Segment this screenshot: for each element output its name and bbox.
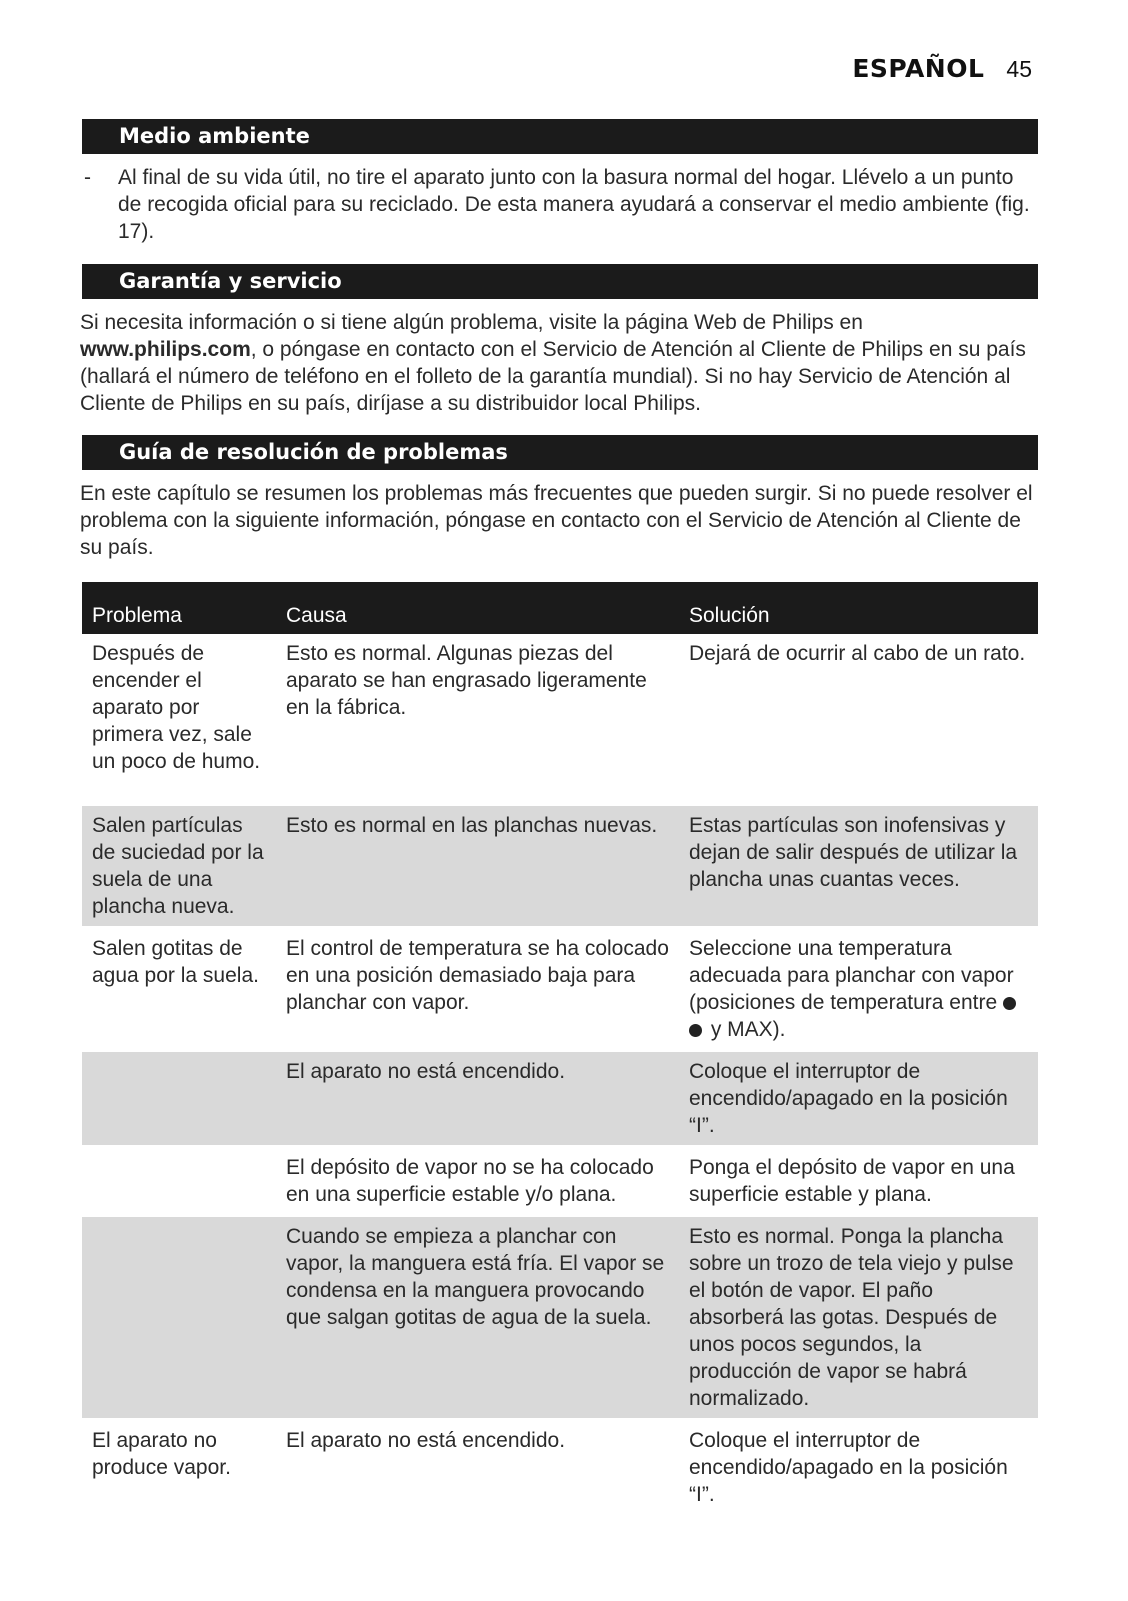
cell-cause: El aparato no está encendido. xyxy=(276,1419,679,1515)
environment-bullet-text: Al final de su vida útil, no tire el aparato junto con la basura normal del hogar. Llévelo a un punto de recogida oficial para su reciclado. De esta manera ayudará a conservar el medio ambiente (fig. 17). xyxy=(118,166,1030,243)
page-header xyxy=(852,54,1032,83)
cell-problem xyxy=(82,1050,276,1146)
cell-solution: Ponga el depósito de vapor en una superficie estable y plana. xyxy=(679,1146,1038,1215)
cell-cause: El depósito de vapor no se ha colocado en una superficie estable y/o plana. xyxy=(276,1146,679,1215)
cell-problem: Después de encender el aparato por primera vez, sale un poco de humo. xyxy=(82,634,276,804)
cell-problem: El aparato no produce vapor. xyxy=(82,1419,276,1515)
table-row xyxy=(82,804,1038,927)
solution-text-after: y MAX). xyxy=(705,1017,786,1041)
table-row xyxy=(82,1215,1038,1419)
table-row xyxy=(82,1050,1038,1146)
warranty-text-before: Si necesita información o si tiene algún problema, visite la página Web de Philips en xyxy=(80,311,863,334)
philips-website-link[interactable]: www.philips.com xyxy=(80,338,251,361)
temperature-dot-icon xyxy=(689,1024,702,1037)
table-row xyxy=(82,927,1038,1050)
warranty-text-after: , o póngase en contacto con el Servicio de Atención al Cliente de Philips en su país (hallará el número de teléfono en el folleto de la garantía mundial). Si no hay Servicio de Atención al Cliente de Philips en su país, diríjase a su distribuidor local Philips. xyxy=(80,338,1026,415)
cell-solution: Dejará de ocurrir al cabo de un rato. xyxy=(679,634,1038,804)
cell-solution: Esto es normal. Ponga la plancha sobre un trozo de tela viejo y pulse el botón de vapor. El paño absorberá las gotas. Después de unos pocos segundos, la producción de vapor se habrá normalizado. xyxy=(679,1215,1038,1419)
troubleshooting-table xyxy=(82,582,1038,1517)
environment-bullet xyxy=(84,164,1040,245)
cell-cause: Cuando se empieza a planchar con vapor, la manguera está fría. El vapor se condensa en la manguera provocando que salgan gotitas de agua de la suela. xyxy=(276,1215,679,1419)
header-problem: Problema xyxy=(82,582,276,634)
table-header-row xyxy=(82,582,1038,634)
cell-cause: El control de temperatura se ha colocado en una posición demasiado baja para planchar con vapor. xyxy=(276,927,679,1050)
cell-cause: Esto es normal. Algunas piezas del aparato se han engrasado ligeramente en la fábrica. xyxy=(276,634,679,804)
table-row xyxy=(82,1146,1038,1215)
cell-problem xyxy=(82,1215,276,1419)
temperature-dot-icon xyxy=(1003,997,1016,1010)
table-row xyxy=(82,1419,1038,1515)
section-title-warranty: Garantía y servicio xyxy=(82,264,1038,299)
language-label: ESPAÑOL xyxy=(852,54,985,83)
cell-cause: El aparato no está encendido. xyxy=(276,1050,679,1146)
table-row xyxy=(82,634,1038,804)
bullet-dash: - xyxy=(84,166,91,189)
solution-text-before: Seleccione una temperatura adecuada para planchar con vapor (posiciones de temperatura entre xyxy=(689,936,1014,1014)
warranty-paragraph xyxy=(80,309,1040,417)
cell-cause: Esto es normal en las planchas nuevas. xyxy=(276,804,679,927)
header-solution: Solución xyxy=(679,582,1038,634)
header-cause: Causa xyxy=(276,582,679,634)
section-title-troubleshooting: Guía de resolución de problemas xyxy=(82,435,1038,470)
cell-problem xyxy=(82,1146,276,1215)
cell-solution: Estas partículas son inofensivas y dejan de salir después de utilizar la plancha unas cuantas veces. xyxy=(679,804,1038,927)
troubleshooting-intro: En este capítulo se resumen los problemas más frecuentes que pueden surgir. Si no puede resolver el problema con la siguiente información, póngase en contacto con el Servicio de Atención al Cliente de su país. xyxy=(80,482,1033,559)
cell-problem: Salen partículas de suciedad por la suela de una plancha nueva. xyxy=(82,804,276,927)
cell-solution: Coloque el interruptor de encendido/apagado en la posición “I”. xyxy=(679,1050,1038,1146)
section-title-environment: Medio ambiente xyxy=(82,119,1038,154)
cell-solution xyxy=(679,927,1038,1050)
cell-solution: Coloque el interruptor de encendido/apagado en la posición “I”. xyxy=(679,1419,1038,1515)
cell-problem: Salen gotitas de agua por la suela. xyxy=(82,927,276,1050)
page-number: 45 xyxy=(1006,56,1032,82)
